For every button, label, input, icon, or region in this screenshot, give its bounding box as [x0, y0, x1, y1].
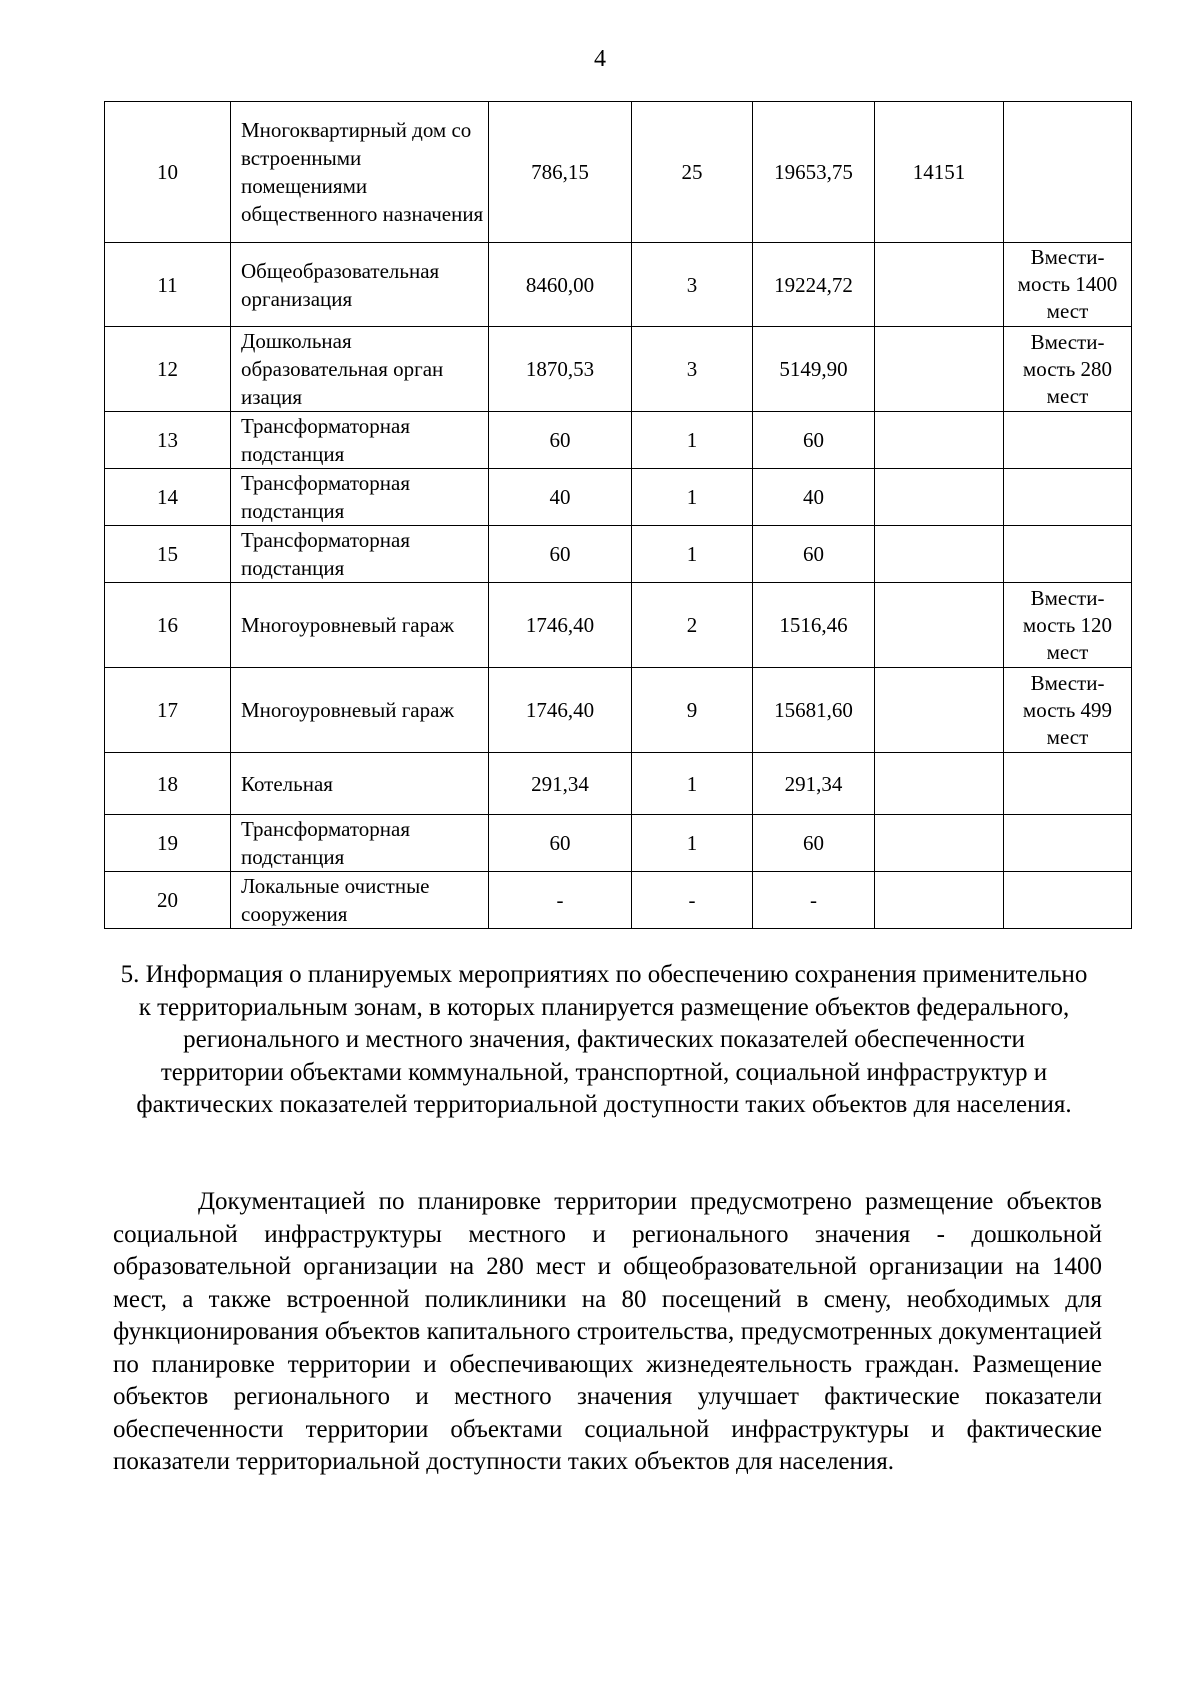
cell-note: Вмести-мость 120 мест [1004, 583, 1132, 668]
cell-number: 20 [105, 872, 231, 929]
cell-total: 19653,75 [753, 102, 875, 243]
cell-total: 60 [753, 815, 875, 872]
cell-note: Вмести-мость 280 мест [1004, 327, 1132, 412]
cell-object-name: Дошкольная образовательная орган изация [231, 327, 489, 412]
cell-total: 60 [753, 526, 875, 583]
cell-note: Вмести-мость 1400 мест [1004, 243, 1132, 327]
objects-table [104, 101, 1132, 929]
cell-quantity: 3 [632, 243, 753, 327]
cell-number: 19 [105, 815, 231, 872]
cell-number: 13 [105, 412, 231, 469]
cell-number: 15 [105, 526, 231, 583]
cell-value: 1746,40 [489, 583, 632, 668]
cell-extra [875, 815, 1004, 872]
cell-number: 18 [105, 753, 231, 815]
cell-total: 291,34 [753, 753, 875, 815]
cell-value: 291,34 [489, 753, 632, 815]
cell-extra [875, 872, 1004, 929]
cell-object-name: Трансформаторная подстанция [231, 469, 489, 526]
cell-number: 14 [105, 469, 231, 526]
cell-note [1004, 469, 1132, 526]
section-heading: 5. Информация о планируемых мероприятиях по обеспечению сохранения применительно к территориальным зонам, в которых планируется размещение объектов федерального, регионального и местного значения, фактических показателей обеспеченности территории объектами коммунальной, транспортной, социальной инфраструктур и фактических показателей территориальной доступности таких объектов для населения. [120, 961, 1088, 1118]
cell-object-name: Котельная [231, 753, 489, 815]
cell-value: 60 [489, 815, 632, 872]
cell-extra [875, 668, 1004, 753]
cell-extra [875, 526, 1004, 583]
cell-quantity: 25 [632, 102, 753, 243]
cell-note [1004, 102, 1132, 243]
cell-value: 1870,53 [489, 327, 632, 412]
cell-quantity: 1 [632, 753, 753, 815]
table-row [105, 753, 1132, 815]
cell-total: 1516,46 [753, 583, 875, 668]
cell-number: 12 [105, 327, 231, 412]
cell-object-name: Трансформаторная подстанция [231, 815, 489, 872]
cell-object-name: Многоуровневый гараж [231, 583, 489, 668]
cell-value: 786,15 [489, 102, 632, 243]
cell-extra [875, 243, 1004, 327]
cell-object-name: Трансформаторная подстанция [231, 526, 489, 583]
table-row [105, 102, 1132, 243]
cell-extra [875, 583, 1004, 668]
cell-note [1004, 412, 1132, 469]
table-row [105, 243, 1132, 327]
cell-number: 10 [105, 102, 231, 243]
cell-value: 60 [489, 412, 632, 469]
cell-extra [875, 327, 1004, 412]
cell-note: Вмести-мость 499 мест [1004, 668, 1132, 753]
cell-quantity: 1 [632, 526, 753, 583]
cell-value: - [489, 872, 632, 929]
cell-value: 60 [489, 526, 632, 583]
cell-total: 60 [753, 412, 875, 469]
table-row [105, 412, 1132, 469]
cell-total: 5149,90 [753, 327, 875, 412]
cell-object-name: Общеобразовательная организация [231, 243, 489, 327]
cell-note [1004, 526, 1132, 583]
cell-total: 15681,60 [753, 668, 875, 753]
table-row [105, 583, 1132, 668]
table-row [105, 469, 1132, 526]
table-row [105, 872, 1132, 929]
table-row [105, 815, 1132, 872]
table-row [105, 526, 1132, 583]
cell-object-name: Многоквартирный дом со встроенными помещениями общественного назначения [231, 102, 489, 243]
cell-number: 16 [105, 583, 231, 668]
cell-quantity: 1 [632, 815, 753, 872]
cell-quantity: - [632, 872, 753, 929]
cell-note [1004, 872, 1132, 929]
cell-quantity: 3 [632, 327, 753, 412]
cell-extra [875, 469, 1004, 526]
cell-object-name: Многоуровневый гараж [231, 668, 489, 753]
table-row [105, 668, 1132, 753]
cell-total: - [753, 872, 875, 929]
cell-total: 40 [753, 469, 875, 526]
cell-note [1004, 815, 1132, 872]
cell-number: 11 [105, 243, 231, 327]
cell-note [1004, 753, 1132, 815]
cell-quantity: 9 [632, 668, 753, 753]
cell-extra: 14151 [875, 102, 1004, 243]
cell-extra [875, 412, 1004, 469]
cell-extra [875, 753, 1004, 815]
cell-quantity: 2 [632, 583, 753, 668]
page-number: 4 [594, 46, 606, 72]
section-paragraph: Документацией по планировке территории предусмотрено размещение объектов социальной инфраструктуры местного и регионального значения - дошкольной образовательной организации на 280 мест и общеобразовательной организации на 1400 мест, а также встроенной поликлиники на 80 посещений в смену, необходимых для функционирования объектов капитального строительства, предусмотренных документацией по планировке территории и обеспечивающих жизнедеятельность граждан. Размещение объектов регионального и местного значения улучшает фактические показатели обеспеченности территории объектами социальной инфраструктуры и фактические показатели территориальной доступности таких объектов для населения. [113, 1188, 1102, 1475]
cell-value: 1746,40 [489, 668, 632, 753]
cell-number: 17 [105, 668, 231, 753]
cell-total: 19224,72 [753, 243, 875, 327]
cell-value: 8460,00 [489, 243, 632, 327]
cell-object-name: Локальные очистные сооружения [231, 872, 489, 929]
cell-quantity: 1 [632, 469, 753, 526]
cell-value: 40 [489, 469, 632, 526]
table-row [105, 327, 1132, 412]
cell-quantity: 1 [632, 412, 753, 469]
cell-object-name: Трансформаторная подстанция [231, 412, 489, 469]
